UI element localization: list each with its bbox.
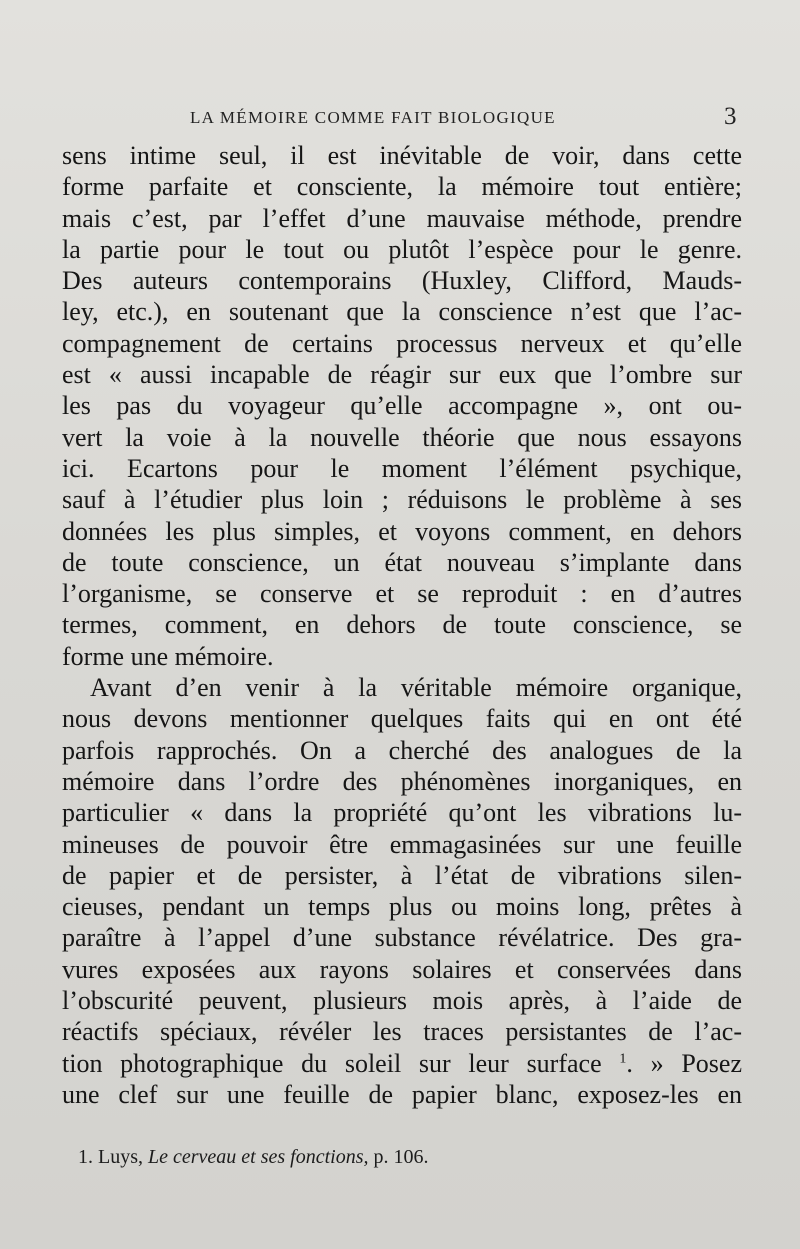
body-text xyxy=(62,140,742,1110)
text-line: vures exposées aux rayons solaires et conservées dans xyxy=(62,954,742,984)
text-line: Des auteurs contemporains (Huxley, Clifford, Mauds- xyxy=(62,266,742,296)
footnote-author: Luys, xyxy=(98,1146,143,1168)
text-line: sens intime seul, il est inévitable de voir, dans cette xyxy=(62,141,742,170)
text-line: paraître à l’appel d’une substance révélatrice. Des gra- xyxy=(62,923,742,953)
footnote xyxy=(78,1146,429,1169)
text-line-with-note xyxy=(62,1048,742,1079)
text-line: mais c’est, par l’effet d’une mauvaise méthode, prendre xyxy=(62,203,742,233)
text-line: l’obscurité peuvent, plusieurs mois après, à l’aide de xyxy=(62,986,742,1016)
running-head-title: LA MÉMOIRE COMME FAIT BIOLOGIQUE xyxy=(190,108,556,127)
text-line: de papier et de persister, à l’état de vibrations silen- xyxy=(62,860,742,890)
text-line-main: tion photographique du soleil sur leur surface xyxy=(62,1048,602,1078)
text-line: réactifs spéciaux, révéler les traces persistantes de l’ac- xyxy=(62,1017,742,1047)
text-line: termes, comment, en dehors de toute conscience, se xyxy=(62,610,742,640)
text-line: ici. Ecartons pour le moment l’élément psychique, xyxy=(62,453,742,483)
text-line: mineuses de pouvoir être emmagasinées sur une feuille xyxy=(62,829,742,859)
text-line: nous devons mentionner quelques faits qui en ont été xyxy=(62,704,742,734)
text-line: particulier « dans la propriété qu’ont les vibrations lu- xyxy=(62,798,742,828)
footnote-page: p. 106. xyxy=(373,1146,429,1168)
footnote-marker: 1 xyxy=(619,1050,627,1066)
text-line: données les plus simples, et voyons comment, en dehors xyxy=(62,516,742,546)
footnote-number: 1. xyxy=(78,1146,93,1168)
text-line: est « aussi incapable de réagir sur eux que l’ombre sur xyxy=(62,360,742,390)
text-line: forme une mémoire. xyxy=(62,641,274,671)
footnote-title: Le cerveau et ses fonctions, xyxy=(148,1146,369,1168)
text-line: forme parfaite et consciente, la mémoire tout entière; xyxy=(62,172,742,202)
text-line: ley, etc.), en soutenant que la conscience n’est que l’ac- xyxy=(62,297,742,327)
text-line: vert la voie à la nouvelle théorie que nous essayons xyxy=(62,422,742,452)
page-number: 3 xyxy=(724,103,737,130)
text-line: une clef sur une feuille de papier blanc, exposez-les en xyxy=(62,1079,742,1109)
text-line-tail: . » Posez xyxy=(626,1048,742,1078)
text-line: la partie pour le tout ou plutôt l’espèce pour le genre. xyxy=(62,234,742,264)
text-line: mémoire dans l’ordre des phénomènes inorganiques, en xyxy=(62,766,742,796)
text-line: cieuses, pendant un temps plus ou moins long, prêtes à xyxy=(62,892,742,922)
text-line: compagnement de certains processus nerveux et qu’elle xyxy=(62,328,742,358)
text-line: de toute conscience, un état nouveau s’implante dans xyxy=(62,547,742,577)
text-line: l’organisme, se conserve et se reproduit : en d’autres xyxy=(62,579,742,609)
text-line: les pas du voyageur qu’elle accompagne », ont ou- xyxy=(62,391,742,421)
text-line: parfois rapprochés. On a cherché des analogues de la xyxy=(62,735,742,765)
text-line: Avant d’en venir à la véritable mémoire organique, xyxy=(90,673,742,703)
text-line: sauf à l’étudier plus loin ; réduisons le problème à ses xyxy=(62,485,742,515)
